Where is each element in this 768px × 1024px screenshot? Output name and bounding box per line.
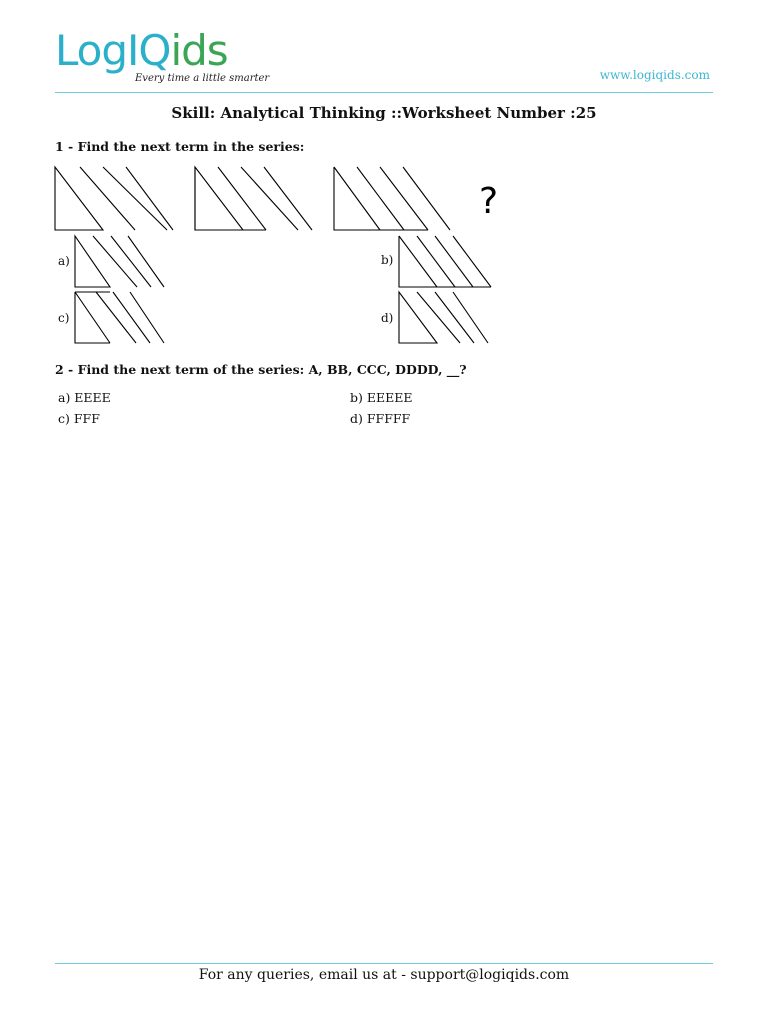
missing-term-mark: ? — [479, 181, 499, 222]
option-d-figure — [399, 292, 488, 343]
question-2-text: 2 - Find the next term of the series: A, BB, CCC, DDDD, __? — [55, 362, 467, 377]
worksheet-title: Skill: Analytical Thinking ::Worksheet Number :25 — [171, 104, 597, 122]
logo-part-blue: LogIQ — [55, 26, 171, 75]
option-c-label[interactable]: c) — [58, 311, 70, 325]
option-a-label[interactable]: a) — [58, 254, 70, 268]
option-c-figure — [75, 292, 164, 343]
series-term-1 — [55, 167, 173, 230]
site-url-link[interactable]: www.logiqids.com — [599, 68, 710, 82]
option-b-label[interactable]: b) — [381, 253, 394, 267]
footer-divider — [55, 963, 713, 964]
logo-part-green: ids — [170, 26, 228, 75]
question-1-figure — [0, 0, 768, 360]
series-term-3 — [334, 167, 450, 230]
logo-tagline: Every time a little smarter — [135, 73, 270, 84]
footer-contact: For any queries, email us at - support@logiqids.com — [198, 967, 570, 983]
option-d-label[interactable]: d) — [381, 311, 394, 325]
series-term-2 — [195, 167, 312, 230]
q2-option-b[interactable]: b) EEEEE — [350, 390, 413, 405]
q2-option-a[interactable]: a) EEEE — [58, 390, 111, 405]
option-a-figure — [75, 236, 164, 287]
option-b-figure — [399, 236, 491, 287]
question-1-text: 1 - Find the next term in the series: — [55, 139, 305, 154]
q2-option-d[interactable]: d) FFFFF — [350, 411, 411, 426]
q2-option-c[interactable]: c) FFF — [58, 411, 100, 426]
